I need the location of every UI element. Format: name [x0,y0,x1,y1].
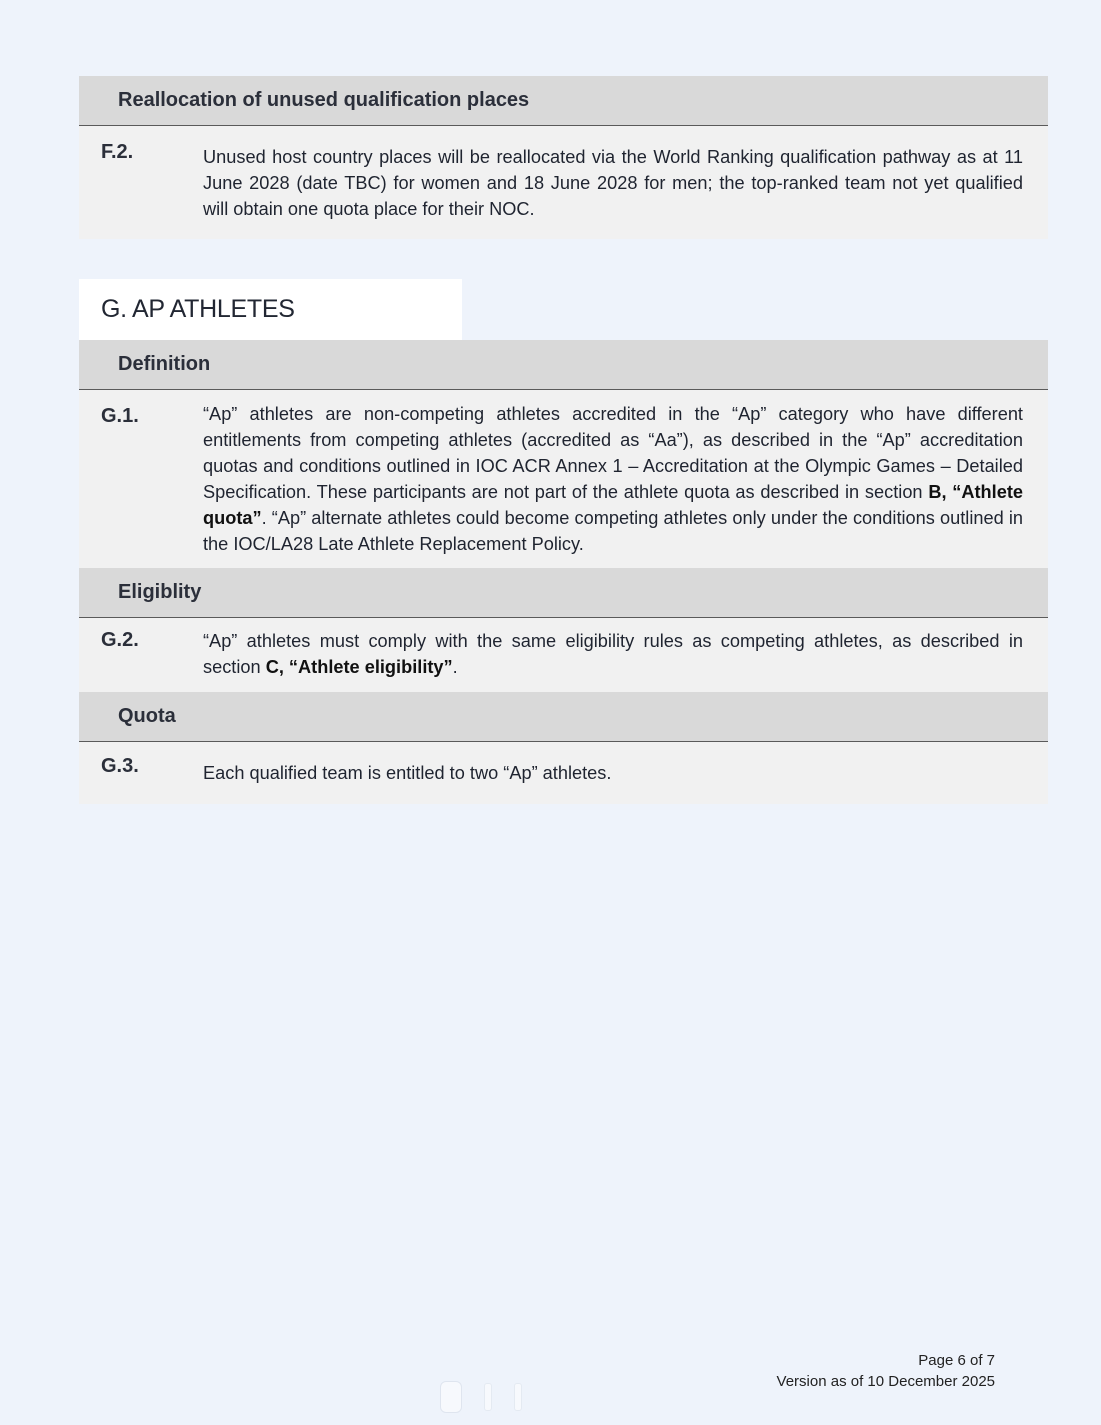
page-number: Page 6 of 7 [918,1352,995,1369]
section-f [79,76,1048,239]
app-icon[interactable] [440,1381,462,1413]
app-icon[interactable] [484,1383,492,1411]
subsection-heading-reallocation: Reallocation of unused qualification places [79,76,1048,126]
page-footer [777,1350,995,1392]
clause-row-f2 [79,126,1048,239]
subsection-heading-quota: Quota [79,692,1048,742]
dock-overlay [440,1380,670,1414]
clause-row-g1 [79,390,1048,568]
clause-row-g2 [79,618,1048,692]
clause-text-part: “Ap” athletes are non-competing athletes accredited in the “Ap” category who have different entitlements from competing athletes (accredited as “Aa”), as described in the “Ap” accreditation quotas and conditions outlined in IOC ACR Annex 1 – Accreditation at the Olympic Games – Detailed Specification. These participants are not part of the athlete quota as described in section [203,404,1023,502]
clause-number: G.1. [101,405,139,427]
clause-text [203,390,1023,557]
app-icon[interactable] [514,1383,522,1411]
version-date: Version as of 10 December 2025 [776,1373,995,1390]
subsection-heading-eligibility: Eligiblity [79,568,1048,618]
section-g [79,340,1048,804]
clause-text-part: . [452,657,458,677]
clause-number: G.2. [101,629,139,651]
section-title-g: G. AP ATHLETES [79,279,462,340]
clause-text-part: . “Ap” alternate athletes could become competing athletes only under the conditions outlined in the IOC/LA28 Late Athlete Replacement Policy. [203,508,1023,554]
cross-reference: C, “Athlete eligibility” [265,657,453,677]
subsection-heading-definition: Definition [79,340,1048,390]
clause-text: Unused host country places will be reallocated via the World Ranking qualification pathway as at 11 June 2028 (date TBC) for women and 18 June 2028 for men; the top-ranked team not yet qualified will obtain one quota place for their NOC. [203,147,1023,219]
clause-text: Each qualified team is entitled to two “Ap” athletes. [203,763,612,783]
clause-text [203,618,1023,680]
clause-number: G.3. [101,755,139,777]
cross-reference: B, “Athlete quota” [203,482,1023,528]
clause-number: F.2. [101,141,134,163]
clause-row-g3 [79,742,1048,804]
clause-text-part: “Ap” athletes must comply with the same eligibility rules as competing athletes, as described in section [203,631,1023,677]
